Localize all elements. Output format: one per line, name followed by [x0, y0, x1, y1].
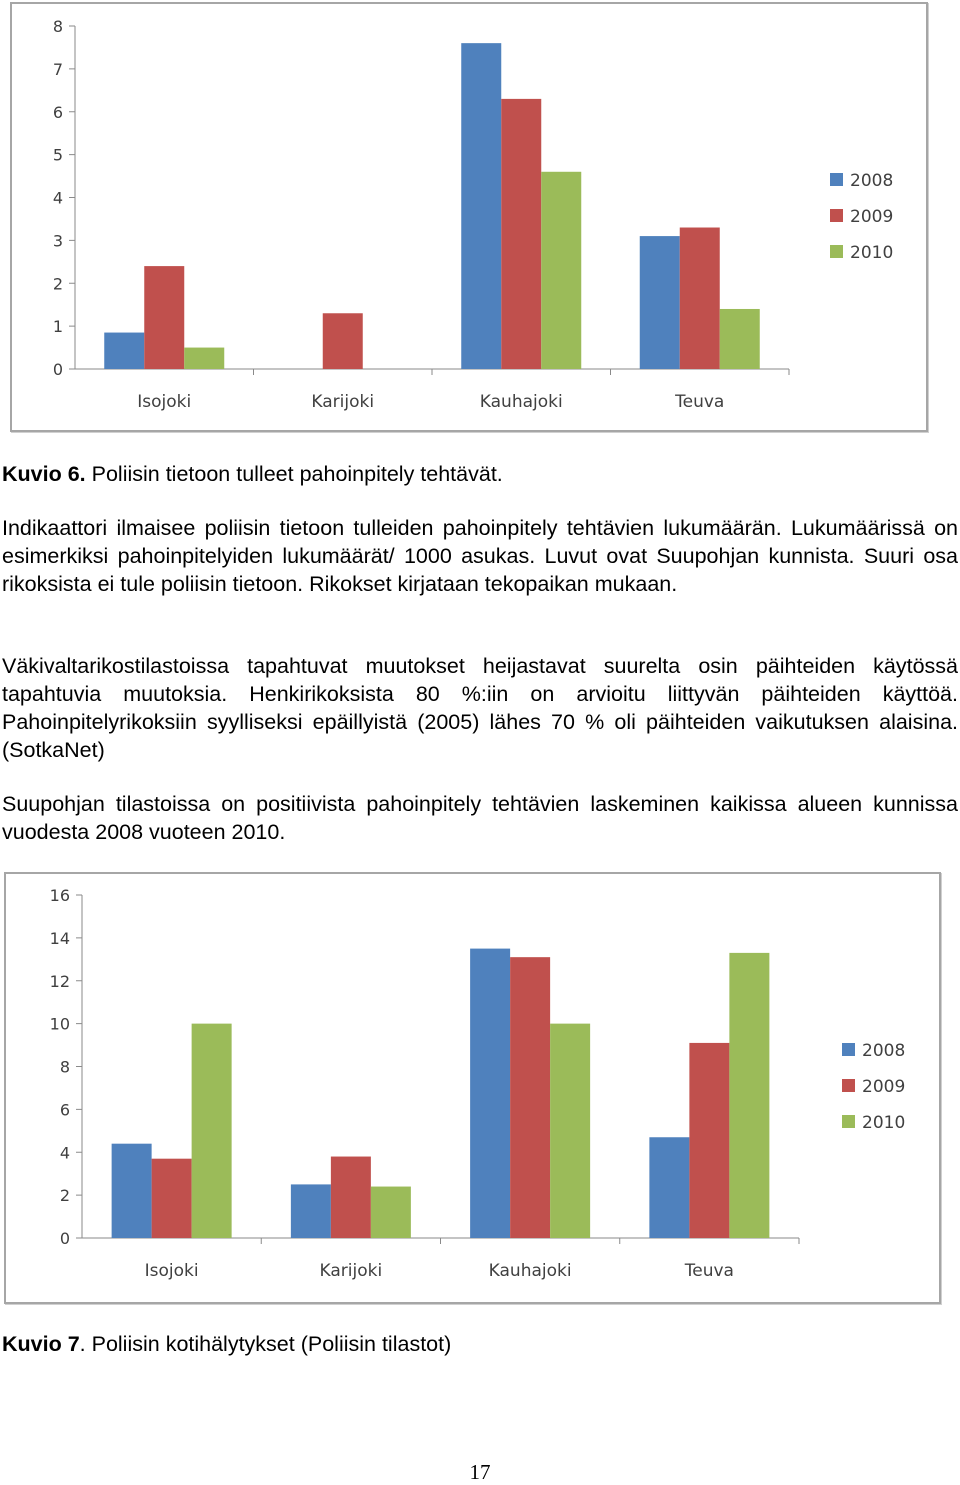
- bar-2010-kauhajoki: [541, 172, 581, 369]
- bar-2010-teuva: [720, 309, 760, 369]
- legend-swatch-2009: [830, 209, 843, 222]
- legend-swatch-2008: [830, 173, 843, 186]
- y-tick-label: 12: [49, 971, 70, 991]
- caption-text: . Poliisin kotihälytykset (Poliisin tilastot): [79, 1332, 452, 1356]
- bar-2009-isojoki: [152, 1159, 192, 1238]
- paragraph-violence-statistics: Väkivaltarikostilastoissa tapahtuvat muutokset heijastavat suurelta osin päihteiden käytössä tapahtuvia muutoksia. Henkirikoksista 80 %:iin on arvioitu liittyvän päihteiden käyttöä. Pahoinpitelyrikoksiin syylliseksi epäillyistä (2005) lähes 70 % oli päihteiden vaikutuksen alaisina. (SotkaNet): [2, 654, 958, 762]
- y-tick-label: 4: [59, 1143, 70, 1163]
- y-tick-label: 6: [52, 102, 63, 122]
- caption-text: Poliisin tietoon tulleet pahoinpitely tehtävät.: [85, 462, 503, 486]
- x-category-label: Karijoki: [319, 1261, 383, 1281]
- bar-2009-kauhajoki: [510, 957, 550, 1238]
- legend-swatch-2009: [842, 1079, 855, 1092]
- figure-caption-7: [2, 1330, 958, 1358]
- y-tick-label: 4: [52, 188, 63, 208]
- bar-2008-kauhajoki: [461, 43, 501, 369]
- y-tick-label: 3: [52, 231, 63, 251]
- y-tick-label: 1: [52, 317, 63, 337]
- legend-label-2010: 2010: [862, 1113, 906, 1133]
- bar-2008-karijoki: [291, 1184, 331, 1238]
- legend-swatch-2010: [842, 1115, 855, 1128]
- bar-2009-kauhajoki: [501, 99, 541, 369]
- x-category-label: Teuva: [684, 1261, 734, 1281]
- x-category-label: Teuva: [675, 392, 725, 412]
- bar-2008-teuva: [649, 1137, 689, 1238]
- bar-2010-karijoki: [371, 1187, 411, 1238]
- figure-caption-6: [2, 460, 958, 488]
- x-category-label: Kauhajoki: [488, 1261, 572, 1281]
- legend-swatch-2010: [830, 245, 843, 258]
- x-category-label: Karijoki: [311, 392, 375, 412]
- y-tick-label: 2: [59, 1186, 70, 1206]
- bar-2010-kauhajoki: [550, 1024, 590, 1238]
- bar-2008-isojoki: [104, 333, 144, 369]
- bar-2009-teuva: [689, 1043, 729, 1238]
- bar-2008-kauhajoki: [470, 949, 510, 1238]
- y-tick-label: 0: [59, 1229, 70, 1248]
- legend-label-2010: 2010: [850, 243, 894, 263]
- legend-label-2009: 2009: [862, 1077, 906, 1097]
- chart-kuvio-7-svg: [6, 874, 939, 1302]
- bar-2008-isojoki: [112, 1144, 152, 1238]
- bar-2010-isojoki: [184, 348, 224, 369]
- legend-label-2009: 2009: [850, 207, 894, 227]
- bar-2009-teuva: [680, 228, 720, 369]
- chart-kuvio-7: [4, 872, 941, 1304]
- y-tick-label: 2: [52, 274, 63, 294]
- legend-swatch-2008: [842, 1043, 855, 1056]
- y-tick-label: 16: [49, 886, 70, 905]
- paragraph-indicator: Indikaattori ilmaisee poliisin tietoon tulleiden pahoinpitely tehtävien lukumäärän. Lukumäärissä on esimerkiksi pahoinpitelyiden lukumäärät/ 1000 asukas. Luvut ovat Suupohjan kunnista. Suuri osa rikoksista ei tule poliisin tietoon. Rikokset kirjataan tekopaikan mukaan.: [2, 516, 958, 596]
- y-tick-label: 8: [59, 1057, 70, 1077]
- y-tick-label: 8: [52, 17, 63, 36]
- bar-2010-teuva: [729, 953, 769, 1238]
- x-category-label: Kauhajoki: [479, 392, 563, 412]
- y-tick-label: 6: [59, 1100, 70, 1120]
- bar-2010-isojoki: [192, 1024, 232, 1238]
- caption-label: Kuvio 6.: [2, 462, 86, 486]
- y-tick-label: 10: [49, 1014, 70, 1034]
- bar-2008-teuva: [640, 236, 680, 369]
- y-tick-label: 0: [52, 360, 63, 379]
- paragraph-conclusion: Suupohjan tilastoissa on positiivista pahoinpitely tehtävien laskeminen kaikissa alueen kunnissa vuodesta 2008 vuoteen 2010.: [2, 792, 958, 844]
- x-category-label: Isojoki: [137, 392, 192, 412]
- x-category-label: Isojoki: [144, 1261, 199, 1281]
- y-tick-label: 7: [52, 59, 63, 79]
- y-tick-label: 5: [52, 145, 63, 165]
- chart-kuvio-6-svg: [12, 4, 926, 430]
- page-number: 17: [469, 1460, 491, 1484]
- chart-kuvio-6: [10, 2, 928, 432]
- legend-label-2008: 2008: [862, 1041, 906, 1061]
- y-tick-label: 14: [49, 928, 70, 948]
- caption-label: Kuvio 7: [2, 1332, 80, 1356]
- bar-2009-karijoki: [323, 313, 363, 369]
- bar-2009-karijoki: [331, 1157, 371, 1238]
- legend-label-2008: 2008: [850, 171, 894, 191]
- bar-2009-isojoki: [144, 266, 184, 369]
